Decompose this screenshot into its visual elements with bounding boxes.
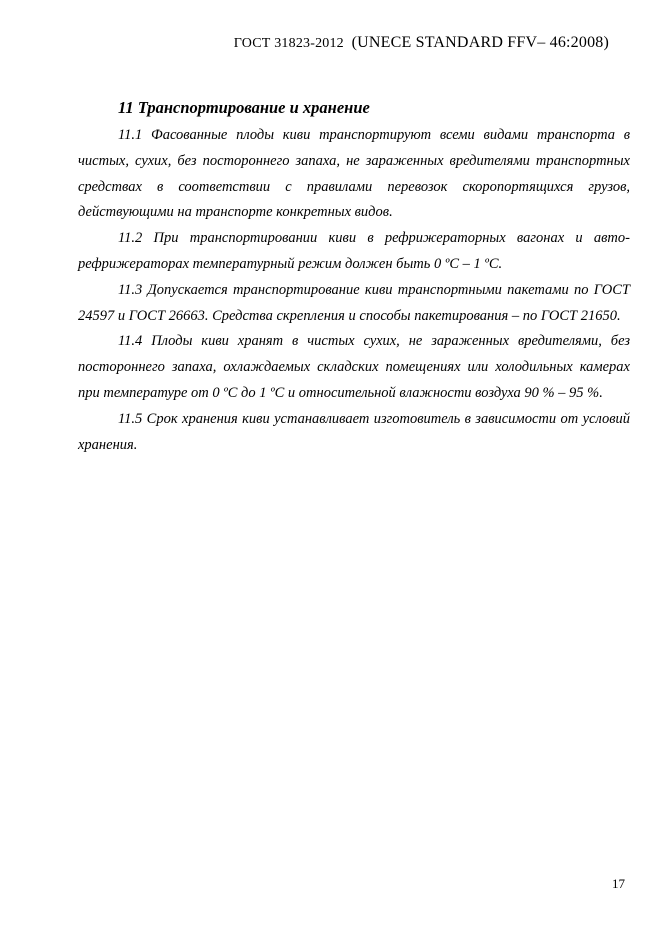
- section-content: [78, 97, 630, 458]
- unece-reference: (UNECE STANDARD FFV– 46:2008): [351, 34, 609, 51]
- paragraph-11-2: 11.2 При транспортировании киви в рефрижераторных вагонах и авторефрижераторах температурный режим должен быть 0 ºС – 1 ºС.: [78, 230, 630, 272]
- page-number: 17: [612, 876, 625, 891]
- paragraph-11-4: 11.4 Плоды киви хранят в чистых сухих, не зараженных вредителями, без постороннего запаха, охлаждаемых складских помещениях или холодильных камерах при температуре от 0 ºС до 1 ºС и относительной влажности воздуха 90 % – 95 %.: [78, 333, 630, 401]
- page-header: [234, 34, 609, 52]
- paragraph-11-1: 11.1 Фасованные плоды киви транспортируют всеми видами транспорта в чистых, сухих, без постороннего запаха, не зараженных вредителями транспортных средствах в соответствии с правилами перевозок скоропортящихся грузов, действующими на транспорте конкретных видов.: [78, 127, 630, 221]
- paragraph-11-3: 11.3 Допускается транспортирование киви транспортными пакетами по ГОСТ 24597 и ГОСТ 26663. Средства скрепления и способы пакетирования – по ГОСТ 21650.: [78, 281, 630, 324]
- standard-code: ГОСТ 31823-2012: [233, 36, 344, 51]
- paragraph-11-5: 11.5 Срок хранения киви устанавливает изготовитель в зависимости от условий хранения.: [78, 410, 630, 453]
- section-title: 11 Транспортирование и хранение: [118, 98, 370, 117]
